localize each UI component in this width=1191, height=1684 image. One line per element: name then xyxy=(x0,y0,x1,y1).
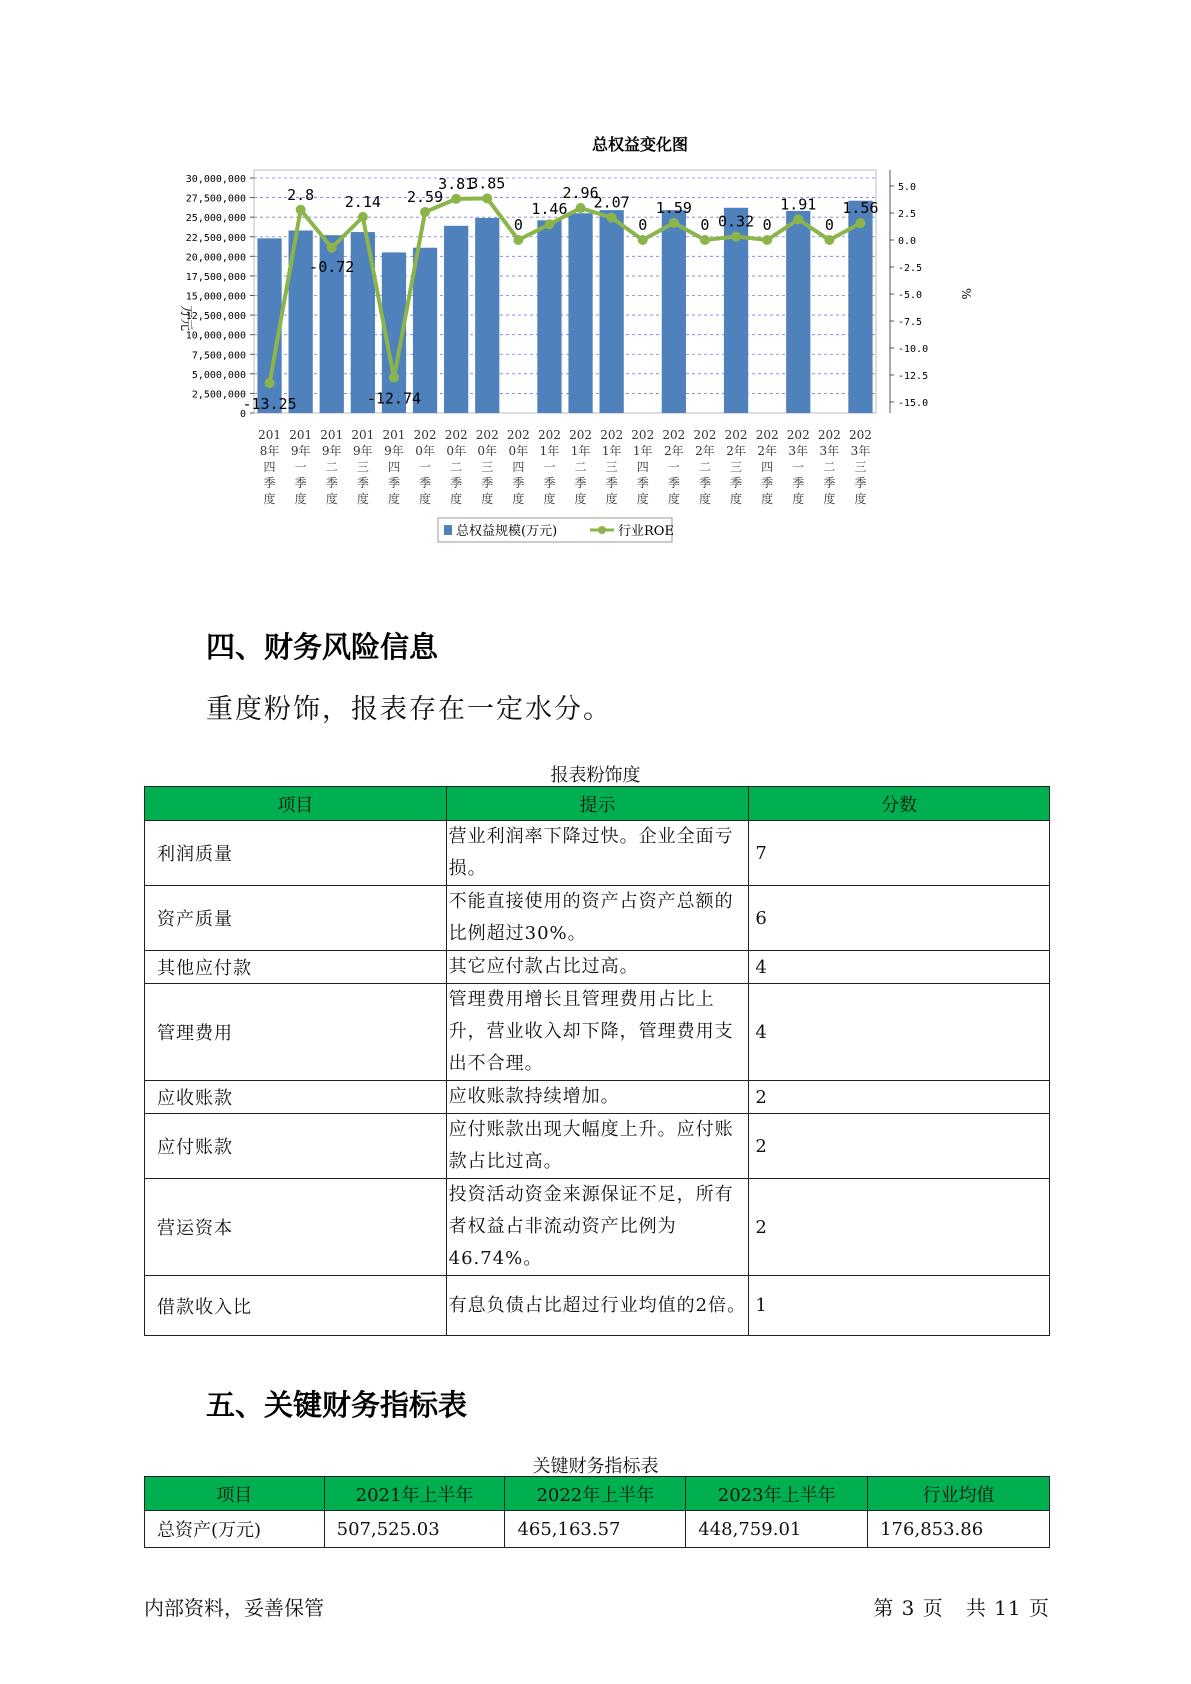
risk-score: 2 xyxy=(749,1081,1050,1114)
x-tick-label: 202 2年三季度 xyxy=(724,428,748,506)
bar xyxy=(568,213,592,413)
bar xyxy=(662,210,686,413)
table-row xyxy=(145,821,1050,886)
risk-table-caption: 报表粉饰度 xyxy=(550,765,641,786)
risk-table xyxy=(144,786,1050,1336)
roe-point xyxy=(296,205,306,215)
fin-header-item: 项目 xyxy=(145,1477,325,1511)
x-tick-label: 202 2年一季度 xyxy=(662,428,686,506)
roe-data-label: 2.8 xyxy=(287,185,315,204)
equity-chart-svg xyxy=(170,130,1050,600)
x-tick-label: 202 2年二季度 xyxy=(693,428,717,506)
right-tick-label: -15.0 xyxy=(898,398,929,409)
roe-point xyxy=(544,219,554,229)
x-tick-label: 202 3年三季度 xyxy=(848,428,872,506)
risk-hint: 不能直接使用的资产占资产总额的比例超过30%。 xyxy=(446,886,749,951)
table-row xyxy=(145,951,1050,984)
x-tick-label: 202 3年二季度 xyxy=(817,428,841,506)
risk-hint: 营业利润率下降过快。企业全面亏损。 xyxy=(446,821,749,886)
roe-data-label: 3.81 xyxy=(438,174,475,193)
left-tick-label: 12,500,000 xyxy=(185,311,246,323)
left-tick-label: 25,000,000 xyxy=(185,213,246,225)
roe-data-label: 3.85 xyxy=(469,174,506,193)
roe-point xyxy=(731,232,741,242)
risk-score: 6 xyxy=(749,886,1050,951)
legend-line-marker xyxy=(598,526,606,534)
risk-item: 资产质量 xyxy=(145,886,447,951)
right-tick-label: -5.0 xyxy=(898,290,923,301)
right-axis-label: % xyxy=(959,288,973,300)
fin-header-2022: 2022年上半年 xyxy=(505,1477,686,1511)
fin-table-caption: 关键财务指标表 xyxy=(532,1456,659,1477)
bar xyxy=(413,248,437,413)
right-tick-label: 5.0 xyxy=(898,182,917,193)
roe-data-label: 2.59 xyxy=(406,188,444,207)
risk-score: 7 xyxy=(749,821,1050,886)
legend-bar-label: 总权益规模(万元) xyxy=(456,524,558,539)
roe-point xyxy=(669,218,679,228)
roe-data-label: 0.32 xyxy=(717,212,755,231)
x-tick-label: 201 9年二季度 xyxy=(320,428,344,506)
roe-point xyxy=(327,243,337,253)
footer-confidential: 内部资料，妥善保管 xyxy=(144,1596,324,1620)
table-row xyxy=(145,1276,1050,1336)
bar xyxy=(848,201,872,413)
left-tick-label: 2,500,000 xyxy=(191,389,246,401)
risk-score: 2 xyxy=(749,1114,1050,1179)
bar xyxy=(786,211,810,413)
table-row xyxy=(145,1081,1050,1114)
risk-hint: 其它应付款占比过高。 xyxy=(446,951,749,984)
left-tick-label: 7,500,000 xyxy=(191,350,246,362)
table-row xyxy=(145,1179,1050,1276)
risk-score: 1 xyxy=(749,1276,1050,1336)
roe-point xyxy=(265,378,275,388)
left-tick-label: 27,500,000 xyxy=(185,193,246,205)
roe-data-label: 0 xyxy=(638,216,648,234)
x-tick-label: 202 1年四季度 xyxy=(631,428,655,506)
roe-point xyxy=(451,194,461,204)
roe-data-label: 0 xyxy=(762,216,772,234)
risk-score: 4 xyxy=(749,984,1050,1081)
risk-item: 应收账款 xyxy=(145,1081,447,1114)
x-tick-label: 202 0年三季度 xyxy=(475,428,499,506)
roe-data-label: 1.91 xyxy=(780,195,817,214)
left-tick-label: 10,000,000 xyxy=(185,330,246,342)
x-tick-label: 202 1年一季度 xyxy=(537,428,561,506)
right-tick-label: -2.5 xyxy=(898,263,923,274)
table-row xyxy=(145,1114,1050,1179)
roe-point xyxy=(793,214,803,224)
legend-line-label: 行业ROE xyxy=(618,524,674,539)
roe-data-label: -12.74 xyxy=(366,389,422,408)
risk-header-score: 分数 xyxy=(749,787,1050,821)
roe-point xyxy=(824,235,834,245)
roe-data-label: 2.07 xyxy=(593,193,630,212)
risk-item: 其他应付款 xyxy=(145,951,447,984)
roe-point xyxy=(358,212,368,222)
roe-data-label: 2.96 xyxy=(562,184,599,203)
section5-heading: 五、关键财务指标表 xyxy=(206,1388,468,1422)
left-tick-label: 5,000,000 xyxy=(191,369,246,381)
risk-hint: 投资活动资金来源保证不足，所有者权益占非流动资产比例为46.74%。 xyxy=(446,1179,749,1276)
x-tick-label: 202 3年一季度 xyxy=(786,428,810,506)
roe-data-label: 2.14 xyxy=(344,192,381,211)
fin-header-industry-avg: 行业均值 xyxy=(868,1477,1050,1511)
risk-hint: 有息负债占比超过行业均值的2倍。 xyxy=(446,1276,749,1336)
roe-point xyxy=(607,213,617,223)
fin-item: 总资产(万元) xyxy=(145,1511,325,1548)
left-tick-label: 22,500,000 xyxy=(185,232,246,244)
fin-value-2021: 507,525.03 xyxy=(324,1511,505,1548)
right-tick-label: -10.0 xyxy=(898,344,929,355)
roe-data-label: 0 xyxy=(700,216,710,234)
bar xyxy=(600,210,624,413)
risk-item: 利润质量 xyxy=(145,821,447,886)
x-tick-label: 202 1年二季度 xyxy=(569,428,593,506)
risk-summary-text: 重度粉饰，报表存在一定水分。 xyxy=(206,694,612,725)
roe-point xyxy=(420,207,430,217)
legend-bar-swatch xyxy=(444,525,452,535)
risk-table-header-row xyxy=(145,787,1050,821)
x-tick-label: 201 9年四季度 xyxy=(382,428,406,506)
risk-hint: 管理费用增长且管理费用占比上升，营业收入却下降，管理费用支出不合理。 xyxy=(446,984,749,1081)
roe-point xyxy=(855,218,865,228)
x-tick-label: 202 2年四季度 xyxy=(755,428,779,506)
risk-item: 管理费用 xyxy=(145,984,447,1081)
bar xyxy=(537,220,561,413)
fin-value-industry-avg: 176,853.86 xyxy=(868,1511,1050,1548)
right-tick-label: 0.0 xyxy=(898,236,917,247)
table-row xyxy=(145,886,1050,951)
fin-header-2021: 2021年上半年 xyxy=(324,1477,505,1511)
fin-table-header-row xyxy=(145,1477,1050,1511)
footer-page-number: 第 3 页 共 11 页 xyxy=(873,1596,1050,1620)
roe-data-label: -0.72 xyxy=(309,257,355,276)
x-tick-label: 202 1年三季度 xyxy=(600,428,624,506)
roe-data-label: 0 xyxy=(513,216,523,234)
left-tick-label: 17,500,000 xyxy=(185,271,246,283)
fin-value-2022: 465,163.57 xyxy=(505,1511,686,1548)
x-tick-label: 201 8年四季度 xyxy=(258,428,282,506)
risk-header-item: 项目 xyxy=(145,787,447,821)
risk-hint: 应付账款出现大幅度上升。应付账款占比过高。 xyxy=(446,1114,749,1179)
roe-data-label: 1.59 xyxy=(655,198,692,217)
bar xyxy=(475,218,499,413)
x-tick-label: 202 0年二季度 xyxy=(444,428,468,506)
roe-point xyxy=(762,235,772,245)
equity-chart xyxy=(170,130,1050,600)
left-tick-label: 30,000,000 xyxy=(185,174,246,185)
x-tick-label: 201 9年三季度 xyxy=(351,428,375,506)
roe-point xyxy=(513,235,523,245)
risk-item: 营运资本 xyxy=(145,1179,447,1276)
chart-title: 总权益变化图 xyxy=(591,135,689,154)
right-tick-label: -12.5 xyxy=(898,371,929,382)
roe-point xyxy=(482,193,492,203)
risk-hint: 应收账款持续增加。 xyxy=(446,1081,749,1114)
bar xyxy=(444,226,468,413)
section4-heading: 四、财务风险信息 xyxy=(206,630,439,664)
table-row xyxy=(145,984,1050,1081)
x-tick-label: 201 9年一季度 xyxy=(289,428,313,506)
x-tick-label: 202 0年四季度 xyxy=(506,428,530,506)
key-financials-table xyxy=(144,1476,1050,1548)
x-tick-label: 202 0年一季度 xyxy=(413,428,437,506)
roe-data-label: 1.46 xyxy=(531,200,568,219)
roe-data-label: -13.25 xyxy=(242,395,297,414)
fin-header-2023: 2023年上半年 xyxy=(686,1477,868,1511)
risk-item: 应付账款 xyxy=(145,1114,447,1179)
risk-score: 4 xyxy=(749,951,1050,984)
roe-point xyxy=(638,235,648,245)
roe-data-label: 0 xyxy=(824,216,834,234)
roe-point xyxy=(700,235,710,245)
left-tick-label: 20,000,000 xyxy=(185,252,246,264)
fin-value-2023: 448,759.01 xyxy=(686,1511,868,1548)
roe-point xyxy=(389,373,399,383)
right-tick-label: 2.5 xyxy=(898,209,917,220)
right-tick-label: -7.5 xyxy=(898,317,923,328)
left-axis-label: 万元 xyxy=(178,305,193,332)
risk-header-hint: 提示 xyxy=(446,787,749,821)
roe-point xyxy=(576,203,586,213)
left-tick-label: 0 xyxy=(239,409,246,420)
roe-data-label: 1.56 xyxy=(842,199,879,218)
risk-item: 借款收入比 xyxy=(145,1276,447,1336)
table-row xyxy=(145,1511,1050,1548)
left-tick-label: 15,000,000 xyxy=(185,291,246,303)
risk-score: 2 xyxy=(749,1179,1050,1276)
